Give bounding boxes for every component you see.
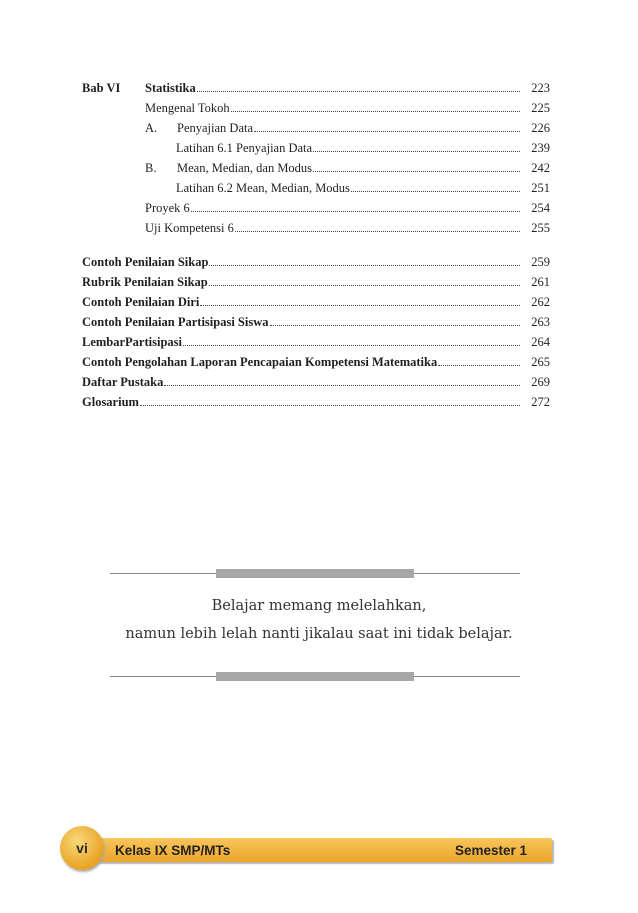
page-number: 254 <box>531 201 550 215</box>
toc-entry-appendix[interactable] <box>82 294 550 314</box>
entry-title: Proyek 6 <box>145 201 190 215</box>
page-number: 272 <box>531 395 550 409</box>
page-number: 264 <box>531 335 550 349</box>
toc-entry[interactable] <box>82 120 550 140</box>
page-number: 223 <box>531 81 550 95</box>
section-number: B. <box>145 161 157 175</box>
chapter-label: Bab VI <box>82 81 121 95</box>
entry-title: Contoh Penilaian Sikap <box>82 255 209 269</box>
footer-semester: Semester 1 <box>455 843 528 858</box>
leader-dots <box>313 150 520 152</box>
entry-title: Glosarium <box>82 395 139 409</box>
leader-dots <box>197 90 520 92</box>
toc-entry[interactable] <box>82 100 550 120</box>
footer-book-title: Kelas IX SMP/MTs <box>115 843 231 858</box>
top-divider-bar <box>216 569 414 578</box>
leader-dots <box>209 284 520 286</box>
table-of-contents <box>82 80 550 414</box>
toc-entry[interactable] <box>82 140 550 160</box>
toc-entry-appendix[interactable] <box>82 354 550 374</box>
leader-dots <box>313 170 520 172</box>
entry-title: LembarPartisipasi <box>82 335 182 349</box>
leader-dots <box>270 324 521 326</box>
quote-line-1: Belajar memang melelahkan, <box>211 598 427 614</box>
entry-title: Rubrik Penilaian Sikap <box>82 275 208 289</box>
entry-title: Uji Kompetensi 6 <box>145 221 234 235</box>
entry-title: Penyajian Data <box>177 121 254 135</box>
page-number: 239 <box>531 141 550 155</box>
section-number: A. <box>145 121 158 135</box>
leader-dots <box>438 364 520 366</box>
toc-entry-appendix[interactable] <box>82 254 550 274</box>
entry-title: Latihan 6.2 Mean, Median, Modus <box>176 181 350 195</box>
toc-entry-chapter[interactable] <box>82 80 550 100</box>
leader-dots <box>235 230 520 232</box>
toc-entry[interactable] <box>82 180 550 200</box>
leader-dots <box>164 384 520 386</box>
leader-dots <box>191 210 520 212</box>
toc-entry[interactable] <box>82 220 550 240</box>
page-number: 259 <box>531 255 550 269</box>
page-number: 261 <box>531 275 550 289</box>
toc-entry[interactable] <box>82 200 550 220</box>
entry-title: Contoh Penilaian Partisipasi Siswa <box>82 315 269 329</box>
spacer <box>82 240 550 254</box>
page-number: 263 <box>531 315 550 329</box>
leader-dots <box>183 344 520 346</box>
leader-dots <box>200 304 520 306</box>
toc-entry-appendix[interactable] <box>82 394 550 414</box>
page-number: 262 <box>531 295 550 309</box>
leader-dots <box>209 264 520 266</box>
entry-title: Contoh Pengolahan Laporan Pencapaian Kompetensi Matematika <box>82 355 438 369</box>
toc-entry-appendix[interactable] <box>82 274 550 294</box>
entry-title: Daftar Pustaka <box>82 375 164 389</box>
page-number: 265 <box>531 355 550 369</box>
leader-dots <box>231 110 520 112</box>
toc-entry[interactable] <box>82 160 550 180</box>
toc-entry-appendix[interactable] <box>82 334 550 354</box>
page-number: 225 <box>531 101 550 115</box>
chapter-title: Statistika <box>145 81 196 95</box>
leader-dots <box>140 404 520 406</box>
entry-title: Latihan 6.1 Penyajian Data <box>176 141 313 155</box>
quote-line-2: namun lebih lelah nanti jikalau saat ini tidak belajar. <box>125 626 513 642</box>
page-number: 226 <box>531 121 550 135</box>
entry-title: Mean, Median, dan Modus <box>177 161 313 175</box>
leader-dots <box>254 130 520 132</box>
page-number: 251 <box>531 181 550 195</box>
toc-entry-appendix[interactable] <box>82 314 550 334</box>
page-number-badge: vi <box>60 826 104 870</box>
toc-entry-appendix[interactable] <box>82 374 550 394</box>
page-number: 242 <box>531 161 550 175</box>
entry-title: Mengenal Tokoh <box>145 101 230 115</box>
bottom-divider-bar <box>216 672 414 681</box>
leader-dots <box>351 190 520 192</box>
page-number: 269 <box>531 375 550 389</box>
page-number: 255 <box>531 221 550 235</box>
entry-title: Contoh Penilaian Diri <box>82 295 200 309</box>
